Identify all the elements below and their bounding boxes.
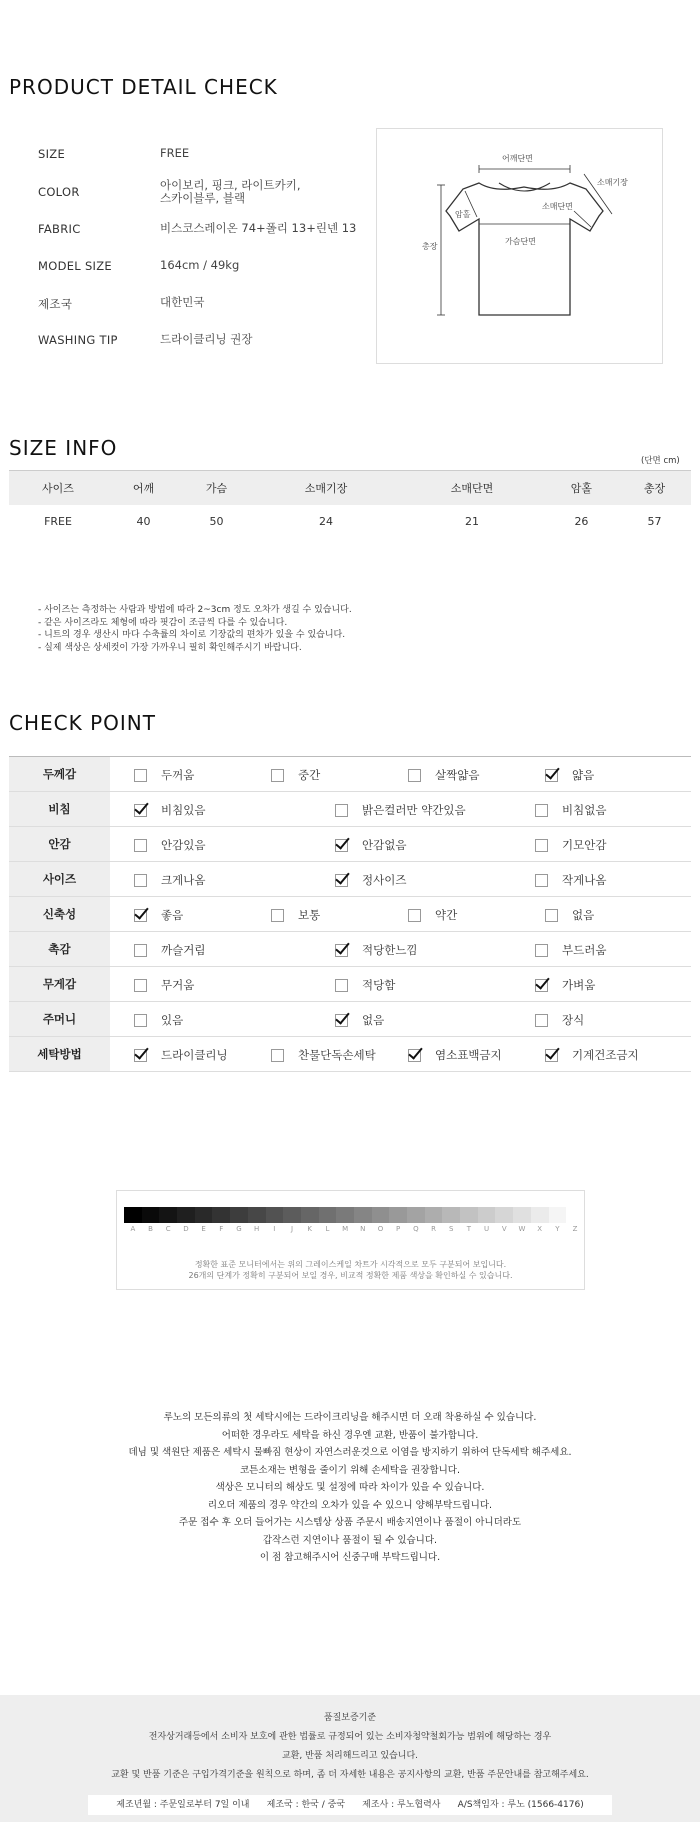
checkbox-icon [535, 839, 548, 852]
size-header-cell: 가슴 [180, 471, 253, 505]
grayscale-swatch [230, 1207, 248, 1223]
check-point-table [9, 756, 691, 1072]
check-option [545, 767, 594, 783]
check-option [134, 767, 194, 783]
check-option-label: 정사이즈 [362, 873, 407, 887]
grayscale-chart [116, 1190, 585, 1290]
size-header-cell: 암홀 [545, 471, 618, 505]
grayscale-letter: Y [555, 1225, 560, 1233]
grayscale-letter: L [325, 1225, 330, 1233]
check-option-label: 무거움 [161, 978, 195, 992]
detail-row-model-size [38, 259, 378, 273]
check-row-options [110, 1037, 691, 1072]
check-option [535, 872, 606, 888]
care-note: 리오더 제품의 경우 약간의 오차가 있을 수 있으니 양해부탁드립니다. [207, 1499, 493, 1511]
check-row-label: 사이즈 [9, 862, 110, 897]
size-cell: 40 [136, 515, 151, 528]
grayscale-swatch [531, 1207, 549, 1223]
checked-checkbox-icon [335, 839, 348, 852]
footer-text [0, 1709, 700, 1785]
check-option-label: 기계건조금지 [572, 1048, 639, 1062]
check-option-label: 두꺼움 [161, 768, 195, 782]
grayscale-letter: Z [572, 1225, 578, 1233]
check-option [134, 802, 205, 818]
checked-checkbox-icon [134, 804, 147, 817]
grayscale-letter: M [342, 1225, 349, 1233]
check-option [545, 1047, 639, 1063]
check-option [535, 802, 606, 818]
check-option-label: 크게나옴 [161, 873, 206, 887]
check-row-label: 비침 [9, 792, 110, 827]
check-row [9, 932, 691, 967]
check-option [535, 977, 595, 993]
care-note: 데님 및 색원단 제품은 세탁시 물빠짐 현상이 자연스러운것으로 이염을 방지하기 위하여 단독세탁 해주세요. [128, 1447, 572, 1458]
checkbox-icon [134, 1014, 147, 1027]
size-header-cell: 총장 [618, 471, 691, 505]
grayscale-letter: C [165, 1225, 171, 1233]
grayscale-letter: I [273, 1225, 276, 1233]
check-row-options [110, 932, 691, 967]
detail-label: WASHING TIP [38, 333, 118, 347]
grayscale-swatch [301, 1207, 319, 1223]
detail-value: 164cm / 49kg [160, 258, 240, 272]
checked-checkbox-icon [408, 1049, 421, 1062]
size-unit: (단면 cm) [641, 456, 680, 466]
check-row [9, 792, 691, 827]
check-option-label: 보통 [298, 908, 321, 922]
checkbox-icon [335, 804, 348, 817]
size-header-cell: 소매단면 [399, 471, 545, 505]
check-option [134, 1012, 183, 1028]
detail-value: 비스코스레이온 74+폴리 13+린넨 13 [160, 221, 357, 235]
grayscale-letter: R [431, 1225, 436, 1233]
check-option-label: 없음 [572, 908, 595, 922]
check-option [271, 1047, 376, 1063]
size-cell: 24 [318, 515, 333, 528]
grayscale-letter: B [148, 1225, 153, 1233]
check-option-label: 비침있음 [161, 803, 206, 817]
detail-row-size [38, 147, 378, 161]
grayscale-letter: S [448, 1225, 454, 1233]
check-row-label: 촉감 [9, 932, 110, 967]
grayscale-letter: H [254, 1225, 260, 1233]
check-option [271, 907, 320, 923]
check-row-options [110, 967, 691, 1002]
size-note: - 같은 사이즈라도 체형에 따라 핏감이 조금씩 다를 수 있습니다. [38, 617, 288, 628]
check-option-label: 찬물단독손세탁 [298, 1048, 376, 1062]
grayscale-swatch [124, 1207, 142, 1223]
grayscale-swatch [195, 1207, 213, 1223]
grayscale-letter: G [236, 1225, 242, 1233]
check-option [335, 1012, 384, 1028]
check-point-title: CHECK POINT [9, 711, 156, 735]
care-note: 코튼소재는 변형을 줄이기 위해 손세탁을 권장합니다. [239, 1464, 460, 1476]
grayscale-letters [124, 1225, 584, 1233]
detail-row-country [38, 296, 378, 312]
check-option-label: 염소표백금지 [435, 1048, 502, 1062]
grayscale-swatch [336, 1207, 354, 1223]
footer-line: 전자상거래등에서 소비자 보호에 관한 법률로 규정되어 있는 소비자청약철회가능 범위에 해당하는 경우 [148, 1732, 552, 1742]
checkbox-icon [271, 909, 284, 922]
grayscale-letter: A [130, 1225, 136, 1233]
size-table-header [9, 471, 691, 505]
check-option [535, 942, 606, 958]
detail-value: 대한민국 [160, 295, 205, 309]
checked-checkbox-icon [335, 1014, 348, 1027]
checkbox-icon [535, 804, 548, 817]
check-option-label: 살짝얇음 [435, 768, 480, 782]
check-option [535, 837, 606, 853]
checkbox-icon [335, 979, 348, 992]
checkbox-icon [545, 909, 558, 922]
grayscale-letter: U [484, 1225, 490, 1233]
grayscale-swatch [478, 1207, 496, 1223]
grayscale-swatch [566, 1207, 584, 1223]
check-row-options [110, 757, 691, 792]
grayscale-swatch [177, 1207, 195, 1223]
check-row-label: 신축성 [9, 897, 110, 932]
grayscale-swatch [495, 1207, 513, 1223]
grayscale-swatch [142, 1207, 160, 1223]
footer-title: 품질보증기준 [323, 1713, 377, 1723]
grayscale-swatch [283, 1207, 301, 1223]
check-option-label: 기모안감 [562, 838, 607, 852]
check-row-label: 안감 [9, 827, 110, 862]
detail-label: COLOR [38, 185, 80, 199]
checkbox-icon [134, 769, 147, 782]
checkbox-icon [408, 909, 421, 922]
check-option-label: 장식 [562, 1013, 585, 1027]
checked-checkbox-icon [545, 1049, 558, 1062]
checkbox-icon [134, 874, 147, 887]
check-option [535, 1012, 584, 1028]
check-option-label: 있음 [161, 1013, 184, 1027]
grayscale-letter: E [201, 1225, 206, 1233]
size-cell: 21 [464, 515, 479, 528]
care-note: 이 점 참고해주시어 신중구매 부탁드립니다. [259, 1552, 441, 1563]
grayscale-swatch [248, 1207, 266, 1223]
care-note: 색상은 모니터의 해상도 및 설정에 따라 차이가 있을 수 있습니다. [215, 1482, 485, 1493]
check-row-options [110, 827, 691, 862]
grayscale-letter: F [219, 1225, 224, 1233]
grayscale-letter: V [501, 1225, 507, 1233]
grayscale-letter: D [183, 1225, 189, 1233]
size-note: - 니트의 경우 생산시 마다 수축률의 차이로 기장값의 편차가 있을 수 있습니다. [38, 630, 346, 640]
check-option [408, 907, 457, 923]
grayscale-letter: K [307, 1225, 313, 1233]
check-option-label: 안감있음 [161, 838, 206, 852]
size-note: - 사이즈는 측정하는 사람과 방법에 따라 2~3cm 정도 오차가 생길 수 있습니다. [38, 605, 352, 615]
product-detail-title: PRODUCT DETAIL CHECK [9, 75, 278, 99]
check-row [9, 862, 691, 897]
check-option [134, 977, 194, 993]
check-option-label: 비침없음 [562, 803, 607, 817]
check-option [335, 837, 406, 853]
checkbox-icon [134, 944, 147, 957]
check-option [545, 907, 594, 923]
grayscale-swatch [159, 1207, 177, 1223]
check-option [335, 942, 418, 958]
checked-checkbox-icon [545, 769, 558, 782]
care-notes [0, 1409, 700, 1567]
grayscale-swatch [513, 1207, 531, 1223]
check-row-label: 세탁방법 [9, 1037, 110, 1072]
size-cell: 50 [209, 515, 224, 528]
check-option-label: 안감없음 [362, 838, 407, 852]
detail-value: 아이보리, 핑크, 라이트카키, 스카이블루, 블랙 [160, 178, 301, 205]
check-option-label: 까슬거림 [161, 943, 206, 957]
check-option-label: 적당함 [362, 978, 396, 992]
grayscale-swatch [425, 1207, 443, 1223]
diagram-label-length: 총장 [422, 242, 438, 251]
grayscale-letter: Q [413, 1225, 419, 1233]
check-row-options [110, 1002, 691, 1037]
grayscale-letter: W [518, 1225, 526, 1233]
diagram-label-shoulder: 어깨단면 [502, 154, 533, 163]
check-option-label: 약간 [435, 908, 458, 922]
check-option [335, 872, 406, 888]
grayscale-letter: O [377, 1225, 384, 1233]
checkbox-icon [271, 1049, 284, 1062]
check-row-options [110, 792, 691, 827]
check-option-label: 얇음 [572, 768, 595, 782]
grayscale-note: 정확한 표준 모니터에서는 위의 그레이스케일 차트가 시각적으로 모두 구분되어 보입니다. [194, 1260, 507, 1269]
detail-label: MODEL SIZE [38, 259, 112, 273]
check-option [134, 907, 183, 923]
check-row-options [110, 862, 691, 897]
diagram-label-sleeve-length: 소매기장 [597, 178, 628, 187]
grayscale-swatch [372, 1207, 390, 1223]
size-cell: 26 [574, 515, 589, 528]
check-row [9, 967, 691, 1002]
grayscale-swatch [460, 1207, 478, 1223]
footer-line: 교환, 반품 처리해드리고 있습니다. [281, 1751, 419, 1761]
checkbox-icon [535, 874, 548, 887]
size-header-cell: 소매기장 [253, 471, 399, 505]
check-row-label: 두께감 [9, 757, 110, 792]
check-row [9, 827, 691, 862]
check-option [134, 1047, 228, 1063]
checkbox-icon [408, 769, 421, 782]
check-option-label: 적당한느낌 [362, 943, 418, 957]
tshirt-diagram [376, 128, 663, 364]
size-cell: 57 [647, 515, 662, 528]
checkbox-icon [271, 769, 284, 782]
check-option-label: 밝은컬러만 약간있음 [362, 803, 466, 817]
checked-checkbox-icon [335, 944, 348, 957]
grayscale-swatch [319, 1207, 337, 1223]
check-option-label: 작게나옴 [562, 873, 607, 887]
check-option [271, 767, 320, 783]
checked-checkbox-icon [335, 874, 348, 887]
check-row-label: 주머니 [9, 1002, 110, 1037]
check-option [408, 767, 479, 783]
grayscale-swatch [407, 1207, 425, 1223]
checked-checkbox-icon [535, 979, 548, 992]
checkbox-icon [134, 979, 147, 992]
grayscale-swatch [212, 1207, 230, 1223]
checked-checkbox-icon [134, 1049, 147, 1062]
check-option [134, 872, 205, 888]
grayscale-swatch [549, 1207, 567, 1223]
detail-label: SIZE [38, 147, 66, 161]
table-row [9, 505, 691, 539]
detail-row-fabric [38, 222, 378, 236]
size-info-title: SIZE INFO [9, 436, 118, 460]
grayscale-swatch [442, 1207, 460, 1223]
checkbox-icon [535, 1014, 548, 1027]
check-option [335, 977, 395, 993]
check-row [9, 757, 691, 792]
grayscale-swatch [389, 1207, 407, 1223]
size-cell: FREE [44, 515, 72, 528]
check-row [9, 897, 691, 932]
detail-label: FABRIC [38, 222, 81, 236]
check-option-label: 중간 [298, 768, 321, 782]
detail-row-washing-tip [38, 333, 378, 347]
diagram-label-armhole: 암홀 [455, 210, 471, 219]
check-option [134, 942, 205, 958]
checked-checkbox-icon [134, 909, 147, 922]
grayscale-swatch [266, 1207, 284, 1223]
checkbox-icon [535, 944, 548, 957]
care-note: 주문 접수 후 오더 들어가는 시스템상 상품 주문시 배송지연이나 품절이 아니더라도 [178, 1517, 522, 1528]
care-note: 갑작스런 지연이나 품절이 될 수 있습니다. [262, 1534, 438, 1546]
check-option-label: 드라이클리닝 [161, 1048, 228, 1062]
detail-value: FREE [160, 146, 190, 160]
diagram-label-sleeve-width: 소매단면 [542, 202, 573, 211]
footer-info: 제조년월 : 주문일로부터 7일 이내 제조국 : 한국 / 중국 제조사 : 루노협력사 A/S책임자 : 루노 (1566-4176) [88, 1795, 612, 1815]
care-note: 어떠한 경우라도 세탁을 하신 경우엔 교환, 반품이 불가합니다. [221, 1429, 479, 1441]
grayscale-letter: P [396, 1225, 401, 1233]
check-row-label: 무게감 [9, 967, 110, 1002]
size-notes [38, 604, 352, 654]
detail-value: 드라이클리닝 권장 [160, 332, 253, 346]
grayscale-bar [124, 1207, 584, 1223]
check-option-label: 좋음 [161, 908, 184, 922]
grayscale-note: 26개의 단계가 정확히 구분되어 보일 경우, 비교적 정확한 제품 색상을 확인하실 수 있습니다. [188, 1271, 513, 1280]
grayscale-letter: T [466, 1225, 472, 1233]
quality-footer [0, 1695, 700, 1822]
check-row [9, 1002, 691, 1037]
checkbox-icon [134, 839, 147, 852]
size-note: - 실제 색상은 상세컷이 가장 가까우니 필히 확인해주시기 바랍니다. [38, 642, 302, 653]
size-header-cell: 어깨 [107, 471, 180, 505]
check-option [134, 837, 205, 853]
check-option-label: 부드러움 [562, 943, 607, 957]
size-table [9, 470, 691, 539]
detail-row-color [38, 179, 378, 205]
size-header-cell: 사이즈 [9, 471, 107, 505]
check-option-label: 가벼움 [562, 978, 596, 992]
grayscale-letter: N [360, 1225, 366, 1233]
check-option-label: 없음 [362, 1013, 385, 1027]
detail-label: 제조국 [38, 297, 73, 311]
check-option [335, 802, 466, 818]
grayscale-swatch [354, 1207, 372, 1223]
check-row [9, 1037, 691, 1072]
footer-line: 교환 및 반품 기준은 구입가격기준을 원칙으로 하며, 좀 더 자세한 내용은 공지사항의 교환, 반품 주문안내를 참고해주세요. [111, 1770, 589, 1780]
care-note: 루노의 모든의류의 첫 세탁시에는 드라이크리닝을 해주시면 더 오래 착용하실 수 있습니다. [163, 1412, 537, 1423]
grayscale-letter: J [290, 1225, 294, 1233]
grayscale-letter: X [537, 1225, 543, 1233]
diagram-label-chest: 가슴단면 [505, 237, 536, 246]
check-row-options [110, 897, 691, 932]
check-option [408, 1047, 502, 1063]
